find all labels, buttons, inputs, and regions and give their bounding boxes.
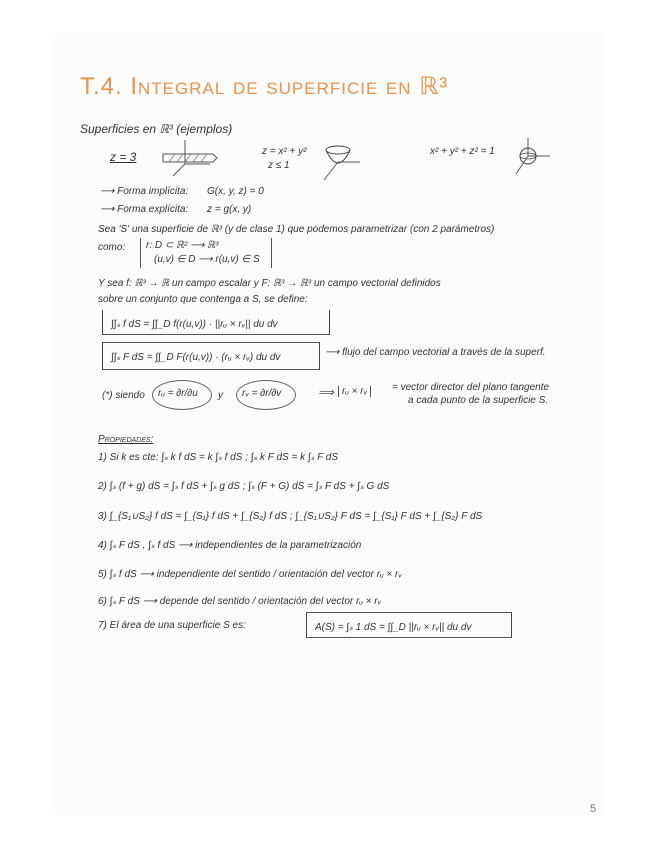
paraboloid-sketch-icon [318,138,368,183]
scalar-surface-integral: ∫∫ₛ f dS = ∫∫_D f(r(u,v)) · ||rᵤ × rᵥ|| du dv [111,319,278,330]
and-label: y [218,390,223,401]
explicit-form-row [100,204,251,215]
vector-surface-integral-box [102,342,320,370]
ru-definition: rᵤ = ∂r/∂u [158,388,198,399]
vector-surface-integral: ∫∫ₛ F dS = ∫∫_D F(r(u,v)) · (rᵤ × rᵥ) du dv [111,352,281,363]
example-plane-eq: z = 3 [110,150,137,164]
definitions-line2: sobre un conjunto que contenga a S, se define: [98,294,308,305]
area-formula-box [306,612,512,638]
property-7-label: 7) El área de una superficie S es: [98,620,246,631]
property-4: 4) ∫ₛ F dS , ∫ₛ f dS ⟶ independientes de la parametrización [98,540,362,551]
siendo-label: (*) siendo [102,390,145,401]
definitions-line1: Y sea f: ℝ³ → ℝ un campo escalar y F: ℝ³ → ℝ³ un campo vectorial definidos [98,278,441,289]
page-title: T.4. Integral de superficie en ℝ³ [80,73,449,100]
scalar-surface-integral-box [102,310,330,335]
implicit-form-row [100,186,264,197]
arrow-icon: ⟶ [100,204,118,215]
example-sphere-eq: x² + y² + z² = 1 [430,146,495,157]
surfaces-heading: Superficies en ℝ³ (ejemplos) [80,122,233,136]
property-1: 1) Si k es cte: ∫ₛ k f dS = k ∫ₛ f dS ; ∫ₛ k F dS = k ∫ₛ F dS [98,452,339,463]
sphere-sketch-icon [510,136,560,181]
normal-note-line2: a cada punto de la superficie S. [408,395,549,406]
explicit-form-label: Forma explícita: [117,204,189,215]
normal-vector-box: rᵤ × rᵥ [338,386,371,397]
property-2: 2) ∫ₛ (f + g) dS = ∫ₛ f dS + ∫ₛ g dS ; ∫ₛ (F + G) dS = ∫ₛ F dS + ∫ₛ G dS [98,481,390,492]
implicit-form-eq: G(x, y, z) = 0 [207,186,264,197]
property-5: 5) ∫ₛ f dS ⟶ independiente del sentido / orientación del vector rᵤ × rᵥ [98,569,402,580]
flux-note: ⟶ flujo del campo vectorial a través de la superf. [325,347,546,358]
implicit-form-label: Forma implícita: [117,186,189,197]
example-paraboloid-cond: z ≤ 1 [268,160,290,171]
page-number: 5 [590,803,597,815]
property-6: 6) ∫ₛ F dS ⟶ depende del sentido / orientación del vector rᵤ × rᵥ [98,596,382,607]
parametrization-text: Sea 'S' una superficie de ℝ³ (y de clase 1) que podemos parametrizar (con 2 parámetros) [98,224,495,235]
example-paraboloid-eq: z = x² + y² [262,146,307,157]
normal-note-line1: = vector director del plano tangente [392,382,550,393]
property-3: 3) ∫_{S₁∪S₂} f dS = ∫_{S₁} f dS + ∫_{S₂} f dS ; ∫_{S₁∪S₂} F dS = ∫_{S₁} F dS + ∫_{S₂} F dS [98,511,483,522]
plane-sketch-icon [155,138,225,178]
rv-definition: rᵥ = ∂r/∂v [242,388,282,399]
explicit-form-eq: z = g(x, y) [207,204,252,215]
area-formula: A(S) = ∫ₛ 1 dS = ∫∫_D ||rᵤ × rᵥ|| du dv [315,622,472,633]
properties-heading: Propiedades: [98,434,154,445]
como-label: como: [98,242,126,253]
param-map-line2: (u,v) ∈ D ⟶ r(u,v) ∈ S [154,254,260,265]
param-map-line1: r: D ⊂ ℝ² ⟶ ℝ³ [146,240,219,251]
arrow-icon: ⟶ [100,186,118,197]
implies-arrow-icon: ⟹ [318,387,334,399]
